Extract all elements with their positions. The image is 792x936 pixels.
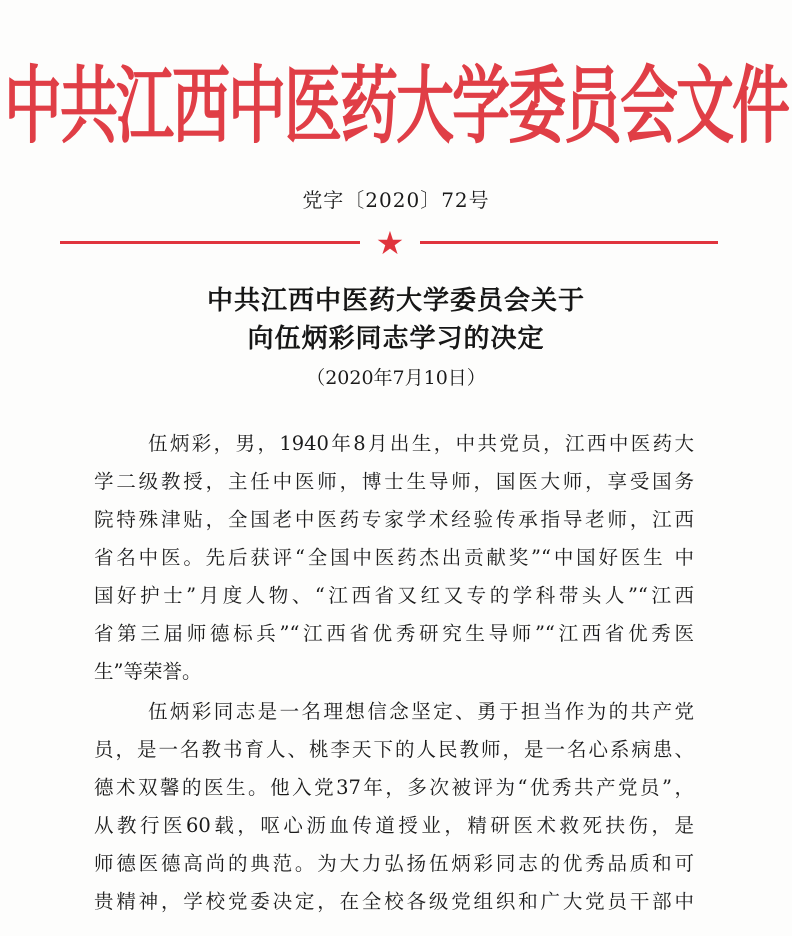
paragraph-2-line: 贵精神，学校党委决定，在全校各级党组织和广大党员干部中 [94,890,694,913]
paragraph-1-line: 院特殊津贴，全国老中医药专家学术经验传承指导老师，江西 [94,508,694,531]
paragraph-1-line: 省名中医。先后获评“全国中医药杰出贡献奖”“中国好医生 中 [94,546,694,569]
document-title-line-2: 向伍炳彩同志学习的决定 [247,324,545,354]
red-rule-left [60,241,360,244]
paragraph-2-line: 员，是一名教书育人、桃李天下的人民教师，是一名心系病患、 [94,738,694,761]
paragraph-2-line: 师德医德高尚的典范。为大力弘扬伍炳彩同志的优秀品质和可 [94,852,694,875]
paragraph-1-line: 生”等荣誉。 [94,660,202,683]
document-number: 党字〔2020〕72号 [302,188,490,212]
paragraph-2-line: 伍炳彩同志是一名理想信念坚定、勇于担当作为的共产党 [148,700,694,723]
paragraph-1-line: 学二级教授，主任中医师，博士生导师，国医大师，享受国务 [94,470,694,493]
org-header: 中共江西中医药大学委员会文件 [3,56,788,156]
red-star-icon: ★ [375,224,405,262]
document-date: （2020年7月10日） [306,367,486,389]
paragraph-2-line: 德术双馨的医生。他入党37年，多次被评为“优秀共产党员”， [94,776,694,799]
paragraph-2-line: 从教行医60载，呕心沥血传道授业，精研医术救死扶伤，是 [94,814,694,837]
paragraph-1-line: 伍炳彩，男，1940年8月出生，中共党员，江西中医药大 [148,432,694,455]
red-rule-right [420,241,718,244]
paragraph-1-line: 省第三届师德标兵”“江西省优秀研究生导师”“江西省优秀医 [94,622,694,645]
document-title-line-1: 中共江西中医药大学委员会关于 [206,286,585,316]
paragraph-1-line: 国好护士”月度人物、“江西省又红又专的学科带头人”“江西 [94,584,694,607]
